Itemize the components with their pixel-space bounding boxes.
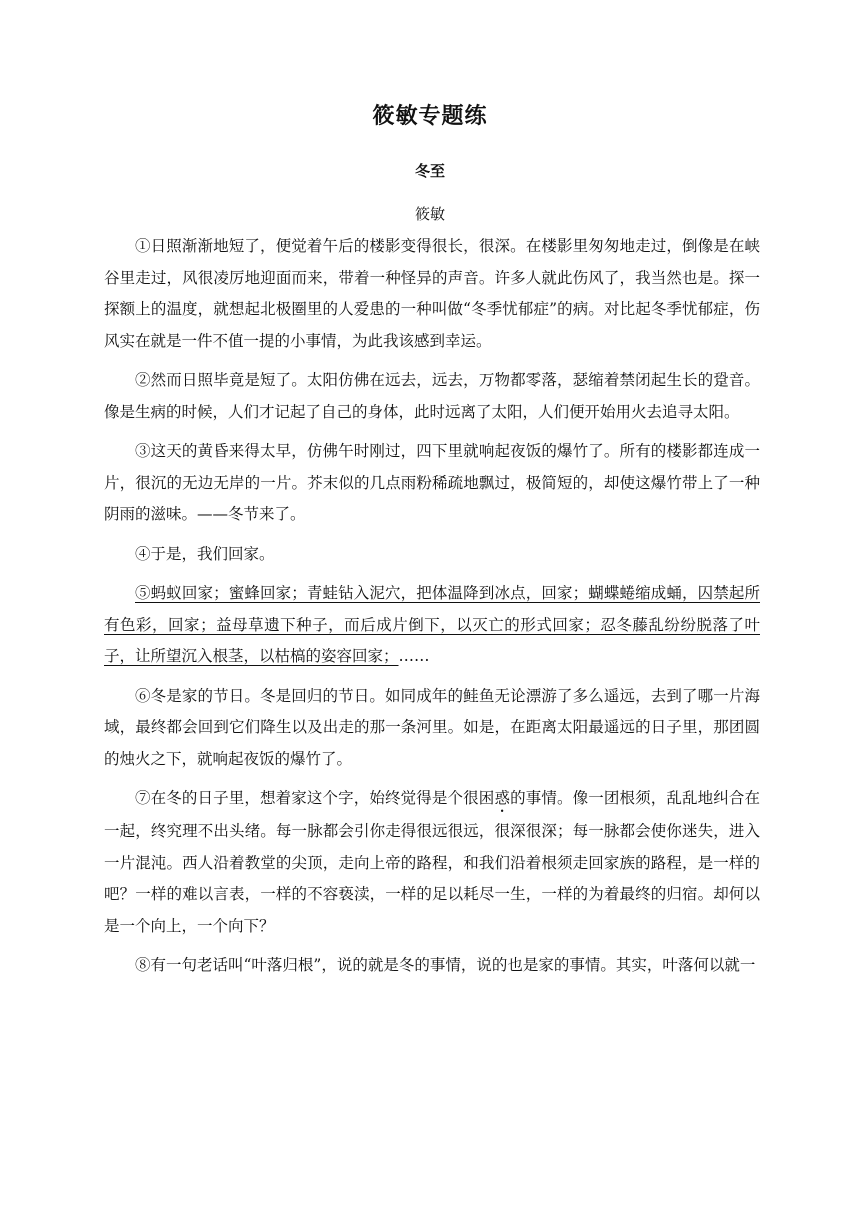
paragraph-7-rest: 的事情。像一团根须，乱乱地纠合在一起，终究理不出头绪。每一脉都会引你走得很远很远，很深很深；每一脉都会使你迷失，进入一片混沌。西人沿着教堂的尖顶，走向上帝的路程，和我们沿着根须走回家族的路程，是一样的吧？一样的难以言表，一样的不容亵渎，一样的足以耗尽一生，一样的为着最终的归宿。却何以是一个向上，一个向下？	[104, 789, 760, 935]
paragraph-3: ③这天的黄昏来得太早，仿佛午时刚过，四下里就响起夜饭的爆竹了。所有的楼影都连成一片，很沉的无边无岸的一片。芥末似的几点雨粉稀疏地飘过，极简短的，却使这爆竹带上了一种阴雨的滋味。——冬节来了。	[104, 442, 760, 523]
emphasized-character: 惑	[494, 789, 511, 807]
essay-body	[104, 231, 760, 982]
paragraph-6: ⑥冬是家的节日。冬是回归的节日。如同成年的鲑鱼无论漂游了多么遥远，去到了哪一片海域，最终都会回到它们降生以及出走的那一条河里。如是，在距离太阳最遥远的日子里，那团圆的烛火之下，就响起夜饭的爆竹了。	[104, 686, 760, 768]
paragraph-8: ⑧有一句老话叫“叶落归根”，说的就是冬的事情，说的也是家的事情。其实，叶落何以就一	[135, 956, 756, 974]
paragraph-4: ④于是，我们回家。	[135, 544, 275, 563]
essay-title: 冬至	[414, 162, 445, 180]
paragraph-2: ②然而日照毕竟是短了。太阳仿佛在远去，远去，万物都零落，瑟缩着禁闭起生长的跫音。像是生病的时候，人们才记起了自己的身体，此时远离了太阳，人们便开始用火去追寻太阳。	[104, 371, 760, 421]
document-title: 筱敏专题练	[372, 104, 488, 129]
underlined-passage: ⑤蚂蚁回家；蜜蜂回家；青蛙钻入泥穴，把体温降到冰点，回家；蝴蝶蜷缩成蛹，囚禁起所有色彩，回家；益母草遗下种子，而后成片倒下，以灭亡的形式回家；忍冬藤乱纷纷脱落了叶子，让所望沉入根茎，以枯槁的姿容回家；	[104, 584, 760, 665]
paragraph-7-start: ⑦在冬的日子里，想着家这个字，始终觉得是个很困	[135, 789, 495, 807]
paragraph-1: ①日照渐渐地短了，便觉着午后的楼影变得很长，很深。在楼影里匆匆地走过，倒像是在峡谷里走过，风很凌厉地迎面而来，带着一种怪异的声音。许多人就此伤风了，我当然也是。探一探额上的温度，就想起北极圈里的人爱患的一种叫做“冬季忧郁症”的病。对比起冬季忧郁症，伤风实在就是一件不值一提的小事情，为此我该感到幸运。	[104, 237, 760, 350]
paragraph-7	[104, 783, 760, 942]
ellipsis: ……	[398, 647, 430, 665]
paragraph-5	[104, 578, 760, 673]
essay-author: 筱敏	[414, 205, 445, 223]
